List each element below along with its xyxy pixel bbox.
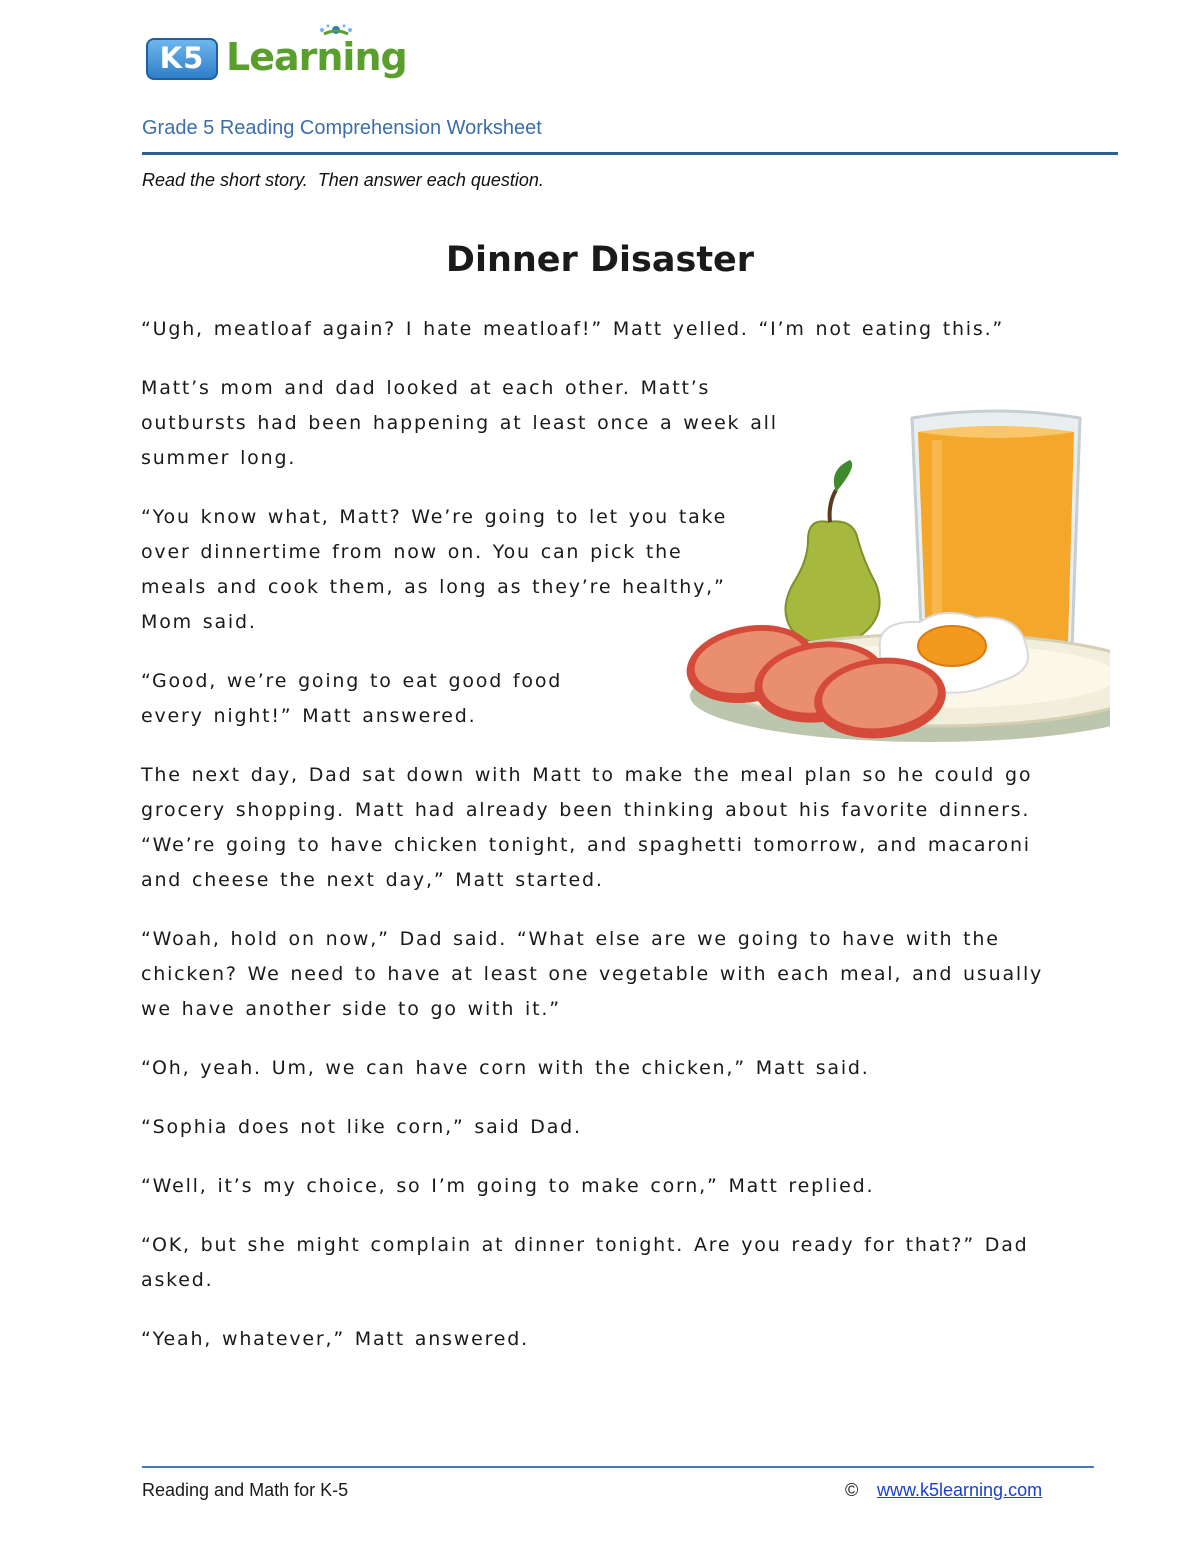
- footer-tagline: Reading and Math for K-5: [142, 1480, 349, 1500]
- worksheet-subtitle: Grade 5 Reading Comprehension Worksheet: [142, 117, 542, 139]
- story-paragraph: Matt’s mom and dad looked at each other. Matt’s outbursts had been happening at least once a week all summer long.: [141, 377, 778, 469]
- story-paragraph: “Well, it’s my choice, so I’m going to make corn,” Matt replied.: [141, 1175, 875, 1197]
- instruction-text: Read the short story. Then answer each question.: [142, 170, 544, 190]
- story-paragraph: The next day, Dad sat down with Matt to make the meal plan so he could go grocery shopping. Matt had already been thinking about his favorite dinners. “We’re going to have chicken tonight, and spaghetti tomorrow, and macaroni and cheese the next day,” Matt started.: [141, 764, 1033, 891]
- k5learning-link[interactable]: www.k5learning.com: [877, 1480, 1043, 1500]
- copyright-symbol: ©: [845, 1480, 859, 1500]
- meal-illustration: [680, 400, 1110, 750]
- story-paragraph: “Ugh, meatloaf again? I hate meatloaf!” Matt yelled. “I’m not eating this.”: [141, 318, 1005, 340]
- header-divider: [142, 152, 1118, 155]
- story-paragraph: “Woah, hold on now,” Dad said. “What else are we going to have with the chicken? We need to have at least one vegetable with each meal, and usually we have another side to go with it.”: [141, 928, 1044, 1020]
- story-paragraph: “Yeah, whatever,” Matt answered.: [141, 1328, 529, 1350]
- logo-badge: K5: [146, 38, 218, 80]
- pear-icon: [785, 460, 879, 645]
- story-paragraph: “Sophia does not like corn,” said Dad.: [141, 1116, 582, 1138]
- story-paragraph: “Oh, yeah. Um, we can have corn with the chicken,” Matt said.: [141, 1057, 870, 1079]
- story-title: Dinner Disaster: [445, 240, 755, 280]
- story-paragraph: “Good, we’re going to eat good food every night!” Matt answered.: [141, 670, 563, 727]
- logo-figure-icon: [316, 24, 356, 50]
- k5-learning-logo: [146, 24, 407, 88]
- footer-divider: [142, 1466, 1094, 1468]
- logo-wordmark: Learning: [226, 35, 407, 79]
- story-paragraph: “OK, but she might complain at dinner tonight. Are you ready for that?” Dad asked.: [141, 1234, 1029, 1291]
- story-paragraph: “You know what, Matt? We’re going to let you take over dinnertime from now on. You can pick the meals and cook them, as long as they’re healthy,” Mom said.: [141, 506, 728, 633]
